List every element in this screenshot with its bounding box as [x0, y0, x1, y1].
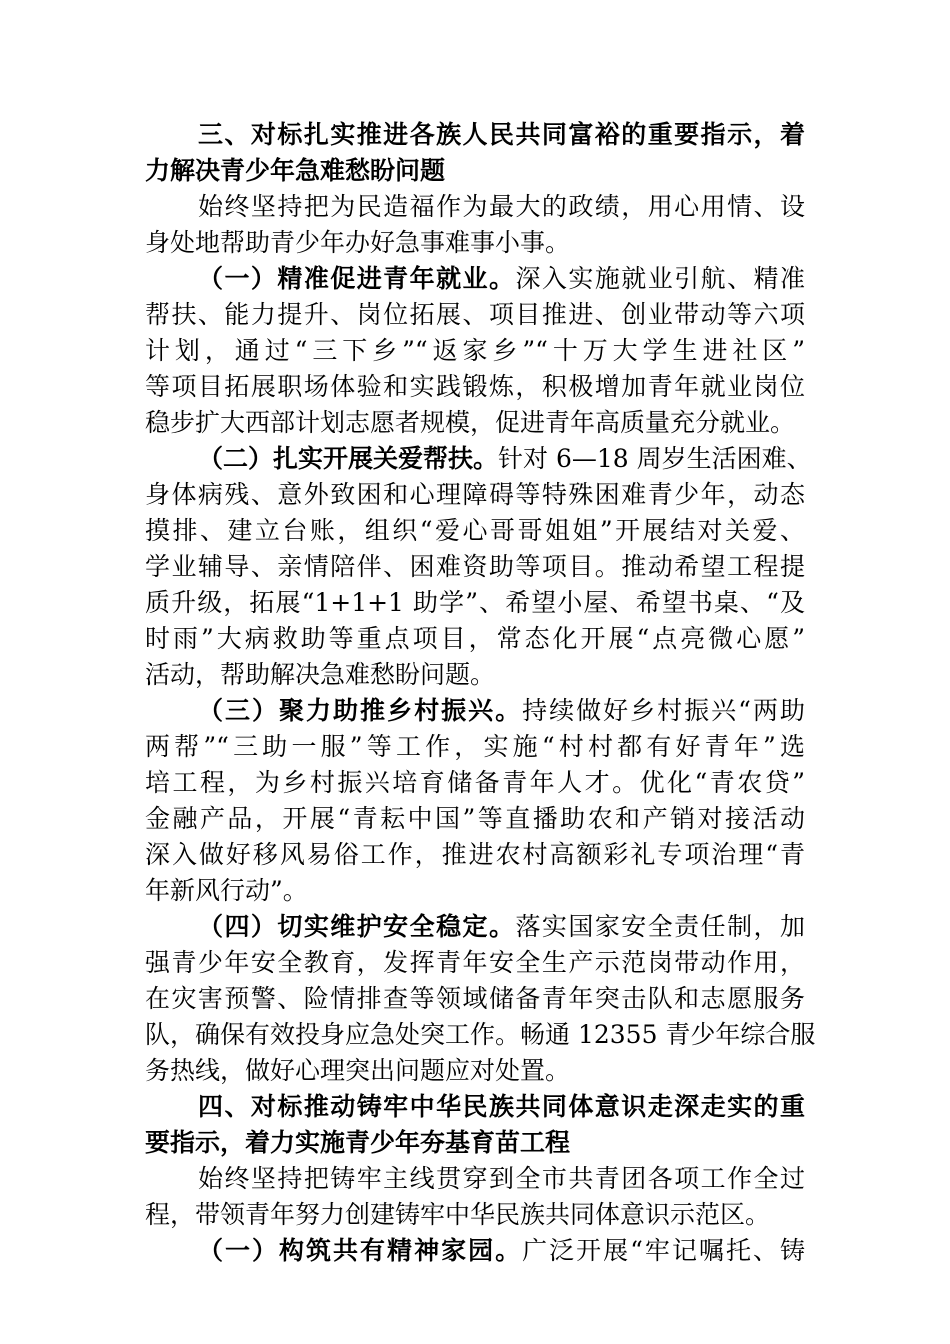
- item-2-line: 时雨”大病救助等重点项目，常态化开展“点亮微心愿”: [145, 624, 805, 653]
- item-4-line: 在灾害预警、险情排查等领域储备青年突击队和志愿服务: [145, 984, 805, 1013]
- item-1-line: 稳步扩大西部计划志愿者规模，促进青年高质量充分就业。: [145, 408, 796, 437]
- item-3-first-line: [198, 693, 805, 729]
- item-4-line: 队，确保有效投身应急处突工作。畅通 12355 青少年综合服: [145, 1020, 816, 1049]
- item-2-line: 学业辅导、亲情陪伴、困难资助等项目。推动希望工程提: [145, 552, 805, 581]
- item-1-first-line: [198, 261, 805, 297]
- section-4-intro-line-1: 始终坚持把铸牢主线贯穿到全市共青团各项工作全过: [198, 1164, 805, 1193]
- item-4-line: 强青少年安全教育，发挥青年安全生产示范岗带动作用，: [145, 948, 805, 977]
- item-3-line: 年新风行动”。: [145, 876, 308, 905]
- item-1-line: 等项目拓展职场体验和实践锻炼，积极增加青年就业岗位: [145, 372, 805, 401]
- item-3-line: 两帮”“三助一服”等工作，实施“村村都有好青年”选: [145, 732, 805, 761]
- section-3-heading-line-2: 力解决青少年急难愁盼问题: [145, 156, 446, 185]
- section-4-item-1-title: （一）构筑共有精神家园。: [198, 1236, 523, 1265]
- item-1-first-text: 深入实施就业引航、精准: [515, 264, 805, 293]
- section-3-heading-line-1: 三、对标扎实推进各族人民共同富裕的重要指示，着: [198, 120, 805, 149]
- item-4-line: 务热线，做好心理突出问题应对处置。: [145, 1056, 571, 1085]
- section-4-heading-line-1: 四、对标推动铸牢中华民族共同体意识走深走实的重: [198, 1092, 805, 1121]
- item-4-first-text: 落实国家安全责任制，加: [515, 912, 805, 941]
- section-4-item-1-first-text: 广泛开展“牢记嘱托、铸: [522, 1236, 805, 1265]
- section-4-item-1-first-line: [198, 1233, 805, 1269]
- item-2-first-line: [198, 441, 812, 477]
- item-3-line: 金融产品，开展“青耘中国”等直播助农和产销对接活动: [145, 804, 805, 833]
- item-4-first-line: [198, 909, 805, 945]
- section-3-intro-line-2: 身处地帮助青少年办好急事难事小事。: [145, 228, 571, 257]
- item-3-first-text: 持续做好乡村振兴“两助: [522, 696, 805, 725]
- item-2-line: 活动，帮助解决急难愁盼问题。: [145, 660, 496, 689]
- item-1-line: 帮扶、能力提升、岗位拓展、项目推进、创业带动等六项: [145, 300, 805, 329]
- item-3-line: 深入做好移风易俗工作，推进农村高额彩礼专项治理“青: [145, 840, 805, 869]
- item-2-title: （二）扎实开展关爱帮扶。: [198, 444, 499, 473]
- item-2-line: 身体病残、意外致困和心理障碍等特殊困难青少年，动态: [145, 480, 805, 509]
- item-3-title: （三）聚力助推乡村振兴。: [198, 696, 523, 725]
- item-2-line: 摸排、建立台账，组织“爱心哥哥姐姐”开展结对关爱、: [145, 516, 805, 545]
- section-3-intro-line-1: 始终坚持把为民造福作为最大的政绩，用心用情、设: [198, 192, 805, 221]
- item-2-line: 质升级，拓展“1+1+1 助学”、希望小屋、希望书桌、“及: [145, 588, 805, 617]
- section-4-heading-line-2: 要指示，着力实施青少年夯基育苗工程: [145, 1128, 571, 1157]
- item-2-first-text: 针对 6—18 周岁生活困难、: [498, 444, 812, 473]
- section-4-intro-line-2: 程，带领青年努力创建铸牢中华民族共同体意识示范区。: [145, 1200, 771, 1229]
- item-1-title: （一）精准促进青年就业。: [198, 264, 516, 293]
- item-3-line: 培工程，为乡村振兴培育储备青年人才。优化“青农贷”: [145, 768, 805, 797]
- item-1-line: 计划，通过“三下乡”“返家乡”“十万大学生进社区”: [145, 336, 805, 365]
- item-4-title: （四）切实维护安全稳定。: [198, 912, 516, 941]
